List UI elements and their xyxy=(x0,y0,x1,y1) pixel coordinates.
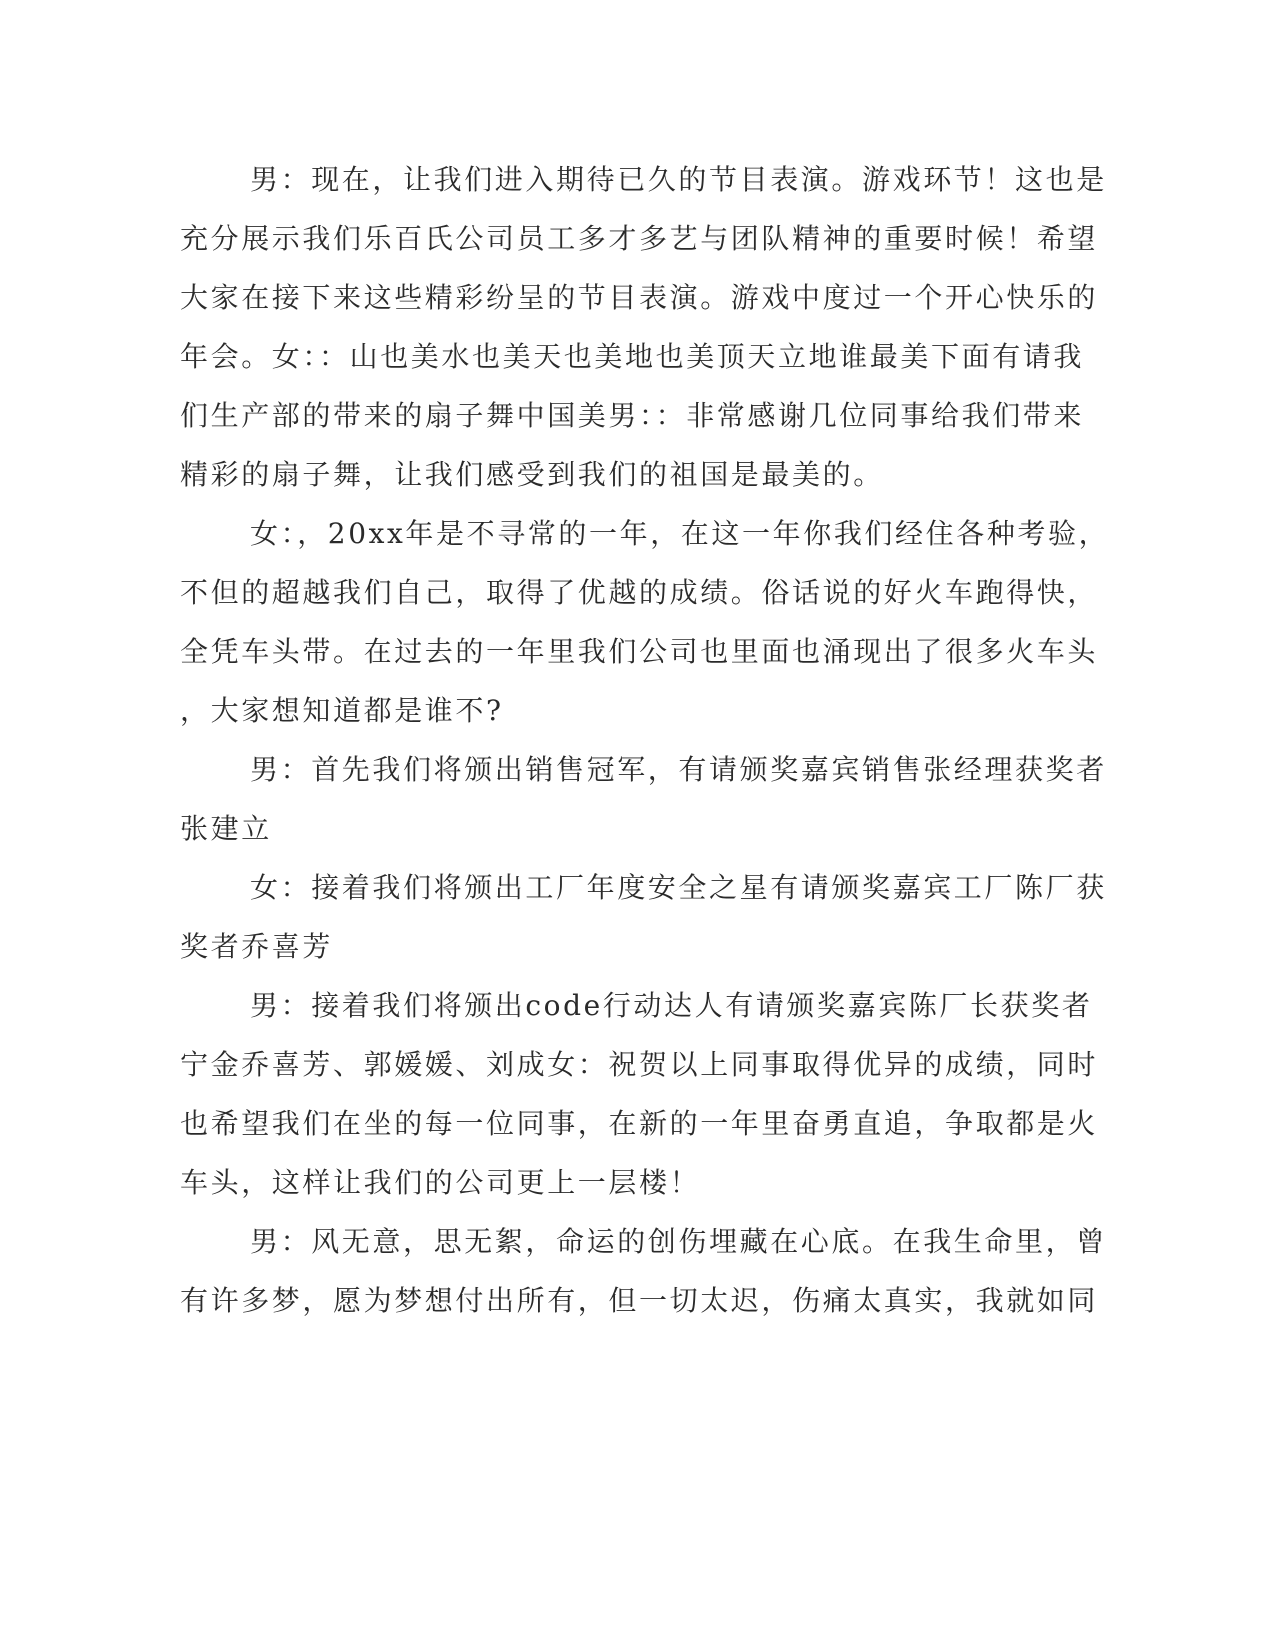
text-line: 男：接着我们将颁出code行动达人有请颁奖嘉宾陈厂长获奖者 xyxy=(250,989,1093,1022)
text-line: 奖者乔喜芳 xyxy=(180,930,334,963)
text-line: 男：首先我们将颁出销售冠军，有请颁奖嘉宾销售张经理获奖者 xyxy=(250,753,1107,786)
text-line: 有许多梦，愿为梦想付出所有，但一切太迟，伤痛太真实，我就如同 xyxy=(180,1284,1099,1317)
text-line: 女：接着我们将颁出工厂年度安全之星有请颁奖嘉宾工厂陈厂获 xyxy=(250,871,1107,904)
text-line: 年会。女：：山也美水也美天也美地也美顶天立地谁最美下面有请我 xyxy=(180,340,1085,373)
text-line: 张建立 xyxy=(180,812,272,845)
text-line: 精彩的扇子舞，让我们感受到我们的祖国是最美的。 xyxy=(180,458,884,491)
text-line: 不但的超越我们自己，取得了优越的成绩。俗话说的好火车跑得快， xyxy=(180,576,1099,609)
text-line: ，大家想知道都是谁不? xyxy=(180,694,504,727)
text-line: 男：风无意，思无絮，命运的创伤埋藏在心底。在我生命里，曾 xyxy=(250,1225,1107,1258)
text-line: 车头，这样让我们的公司更上一层楼！ xyxy=(180,1166,701,1199)
text-line: 男：现在，让我们进入期待已久的节目表演。游戏环节！这也是 xyxy=(250,163,1107,196)
text-line: 也希望我们在坐的每一位同事，在新的一年里奋勇直追，争取都是火 xyxy=(180,1107,1099,1140)
text-line: 大家在接下来这些精彩纷呈的节目表演。游戏中度过一个开心快乐的 xyxy=(180,281,1099,314)
text-line: 们生产部的带来的扇子舞中国美男：：非常感谢几位同事给我们带来 xyxy=(180,399,1085,432)
text-line: 全凭车头带。在过去的一年里我们公司也里面也涌现出了很多火车头 xyxy=(180,635,1099,668)
text-line: 充分展示我们乐百氏公司员工多才多艺与团队精神的重要时候！希望 xyxy=(180,222,1099,255)
text-line: 女：，20xx年是不寻常的一年，在这一年你我们经住各种考验， xyxy=(250,517,1110,550)
text-line: 宁金乔喜芳、郭媛媛、刘成女：祝贺以上同事取得优异的成绩，同时 xyxy=(180,1048,1099,1081)
